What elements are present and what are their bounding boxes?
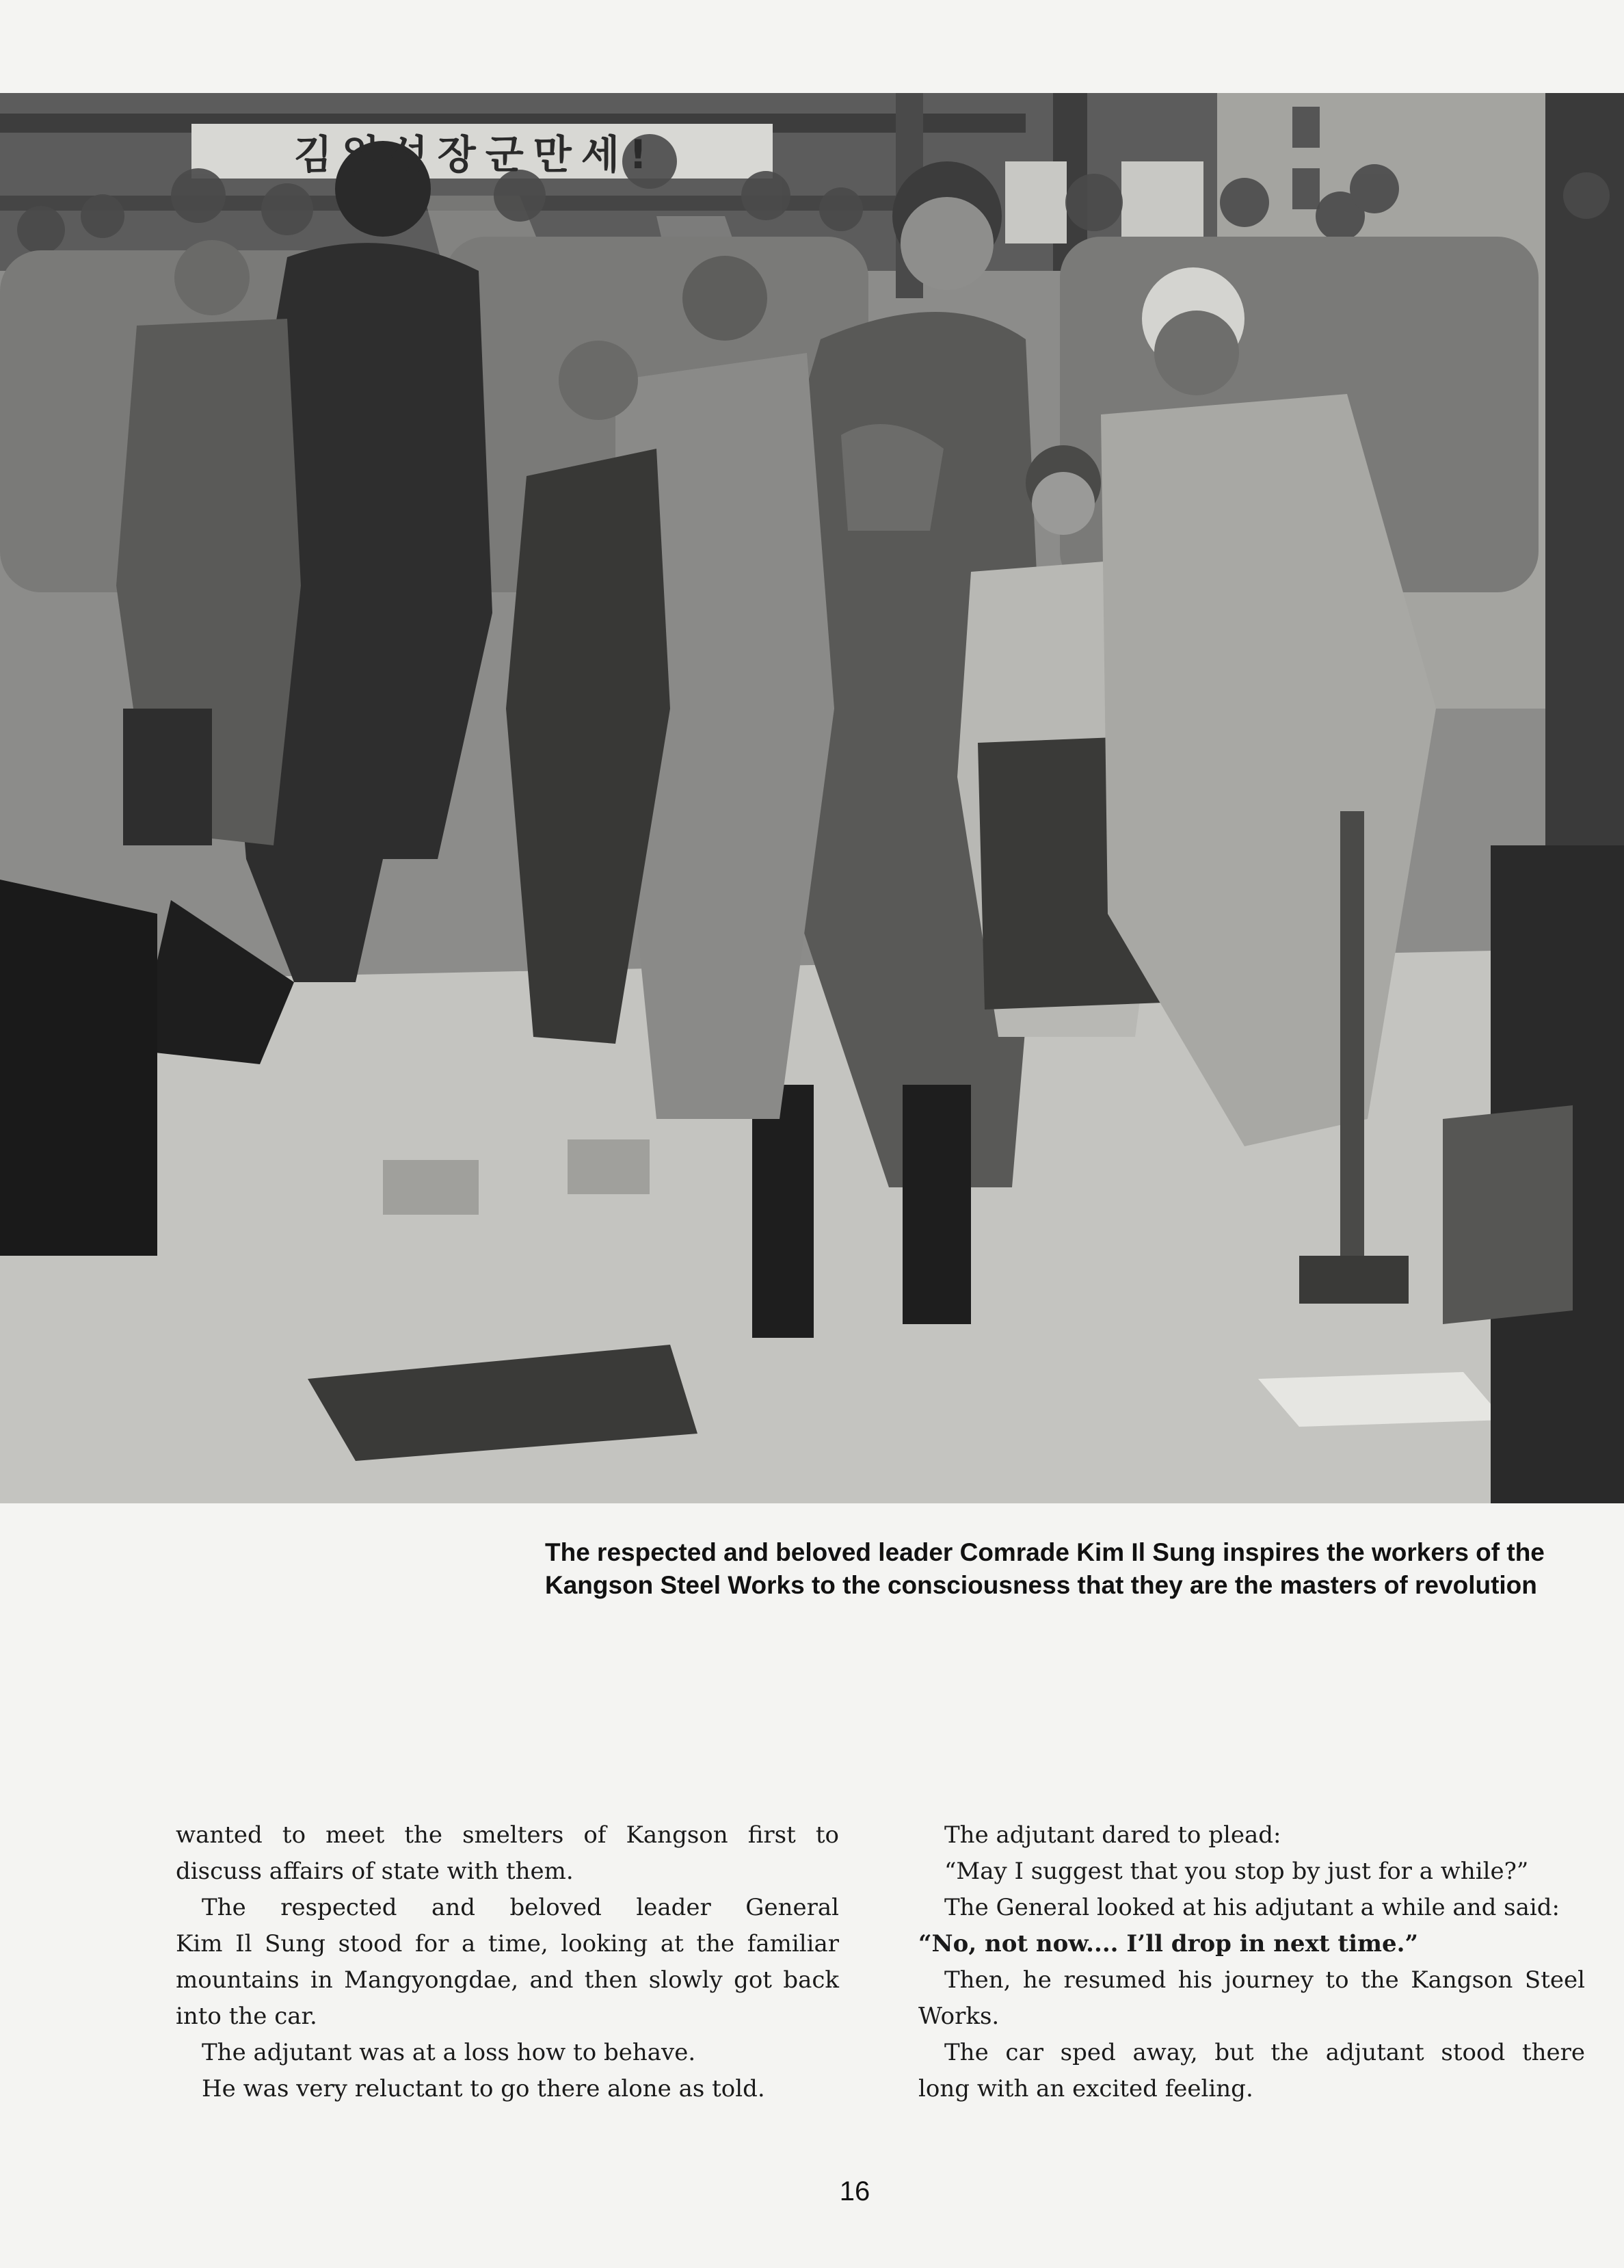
figure-caption: The respected and beloved leader Comrade Kim Il Sung inspires the workers of the Kangson Steel Works to the consciousness that they are the masters of revolution [545, 1538, 1545, 1599]
body-line: Kim Il Sung stood for a time, looking at the familiar [176, 1930, 839, 1957]
banner-text: 김일성장군만세! [293, 131, 657, 178]
body-line: He was very reluctant to go there alone as told. [202, 2075, 765, 2102]
body-line: discuss affairs of state with them. [176, 1858, 574, 1885]
body-line: The General looked at his adjutant a while and said: [944, 1894, 1560, 1921]
body-line-quote: “No, not now.... I’ll drop in next time.” [918, 1930, 1418, 1957]
body-line: into the car. [176, 2003, 317, 2030]
body-line: The car sped away, but the adjutant stood there [944, 2039, 1585, 2066]
page-number: 16 [839, 2176, 870, 2206]
body-line: The adjutant was at a loss how to behave. [202, 2039, 696, 2066]
body-line: Works. [918, 2003, 1000, 2030]
painting-illustration [0, 93, 1624, 1503]
body-line: “May I suggest that you stop by just for a while?” [944, 1858, 1529, 1885]
body-line: The adjutant dared to plead: [944, 1821, 1281, 1849]
body-line: wanted to meet the smelters of Kangson first to [176, 1821, 839, 1849]
body-line: Then, he resumed his journey to the Kangson Steel [944, 1966, 1585, 1994]
right-text-column [918, 1817, 1585, 2107]
body-line: mountains in Mangyongdae, and then slowly got back [176, 1966, 839, 1994]
body-line: long with an excited feeling. [918, 2075, 1253, 2102]
body-line: The respected and beloved leader General [202, 1894, 839, 1921]
painting-scene [0, 93, 1624, 1503]
left-text-column [176, 1817, 839, 2107]
